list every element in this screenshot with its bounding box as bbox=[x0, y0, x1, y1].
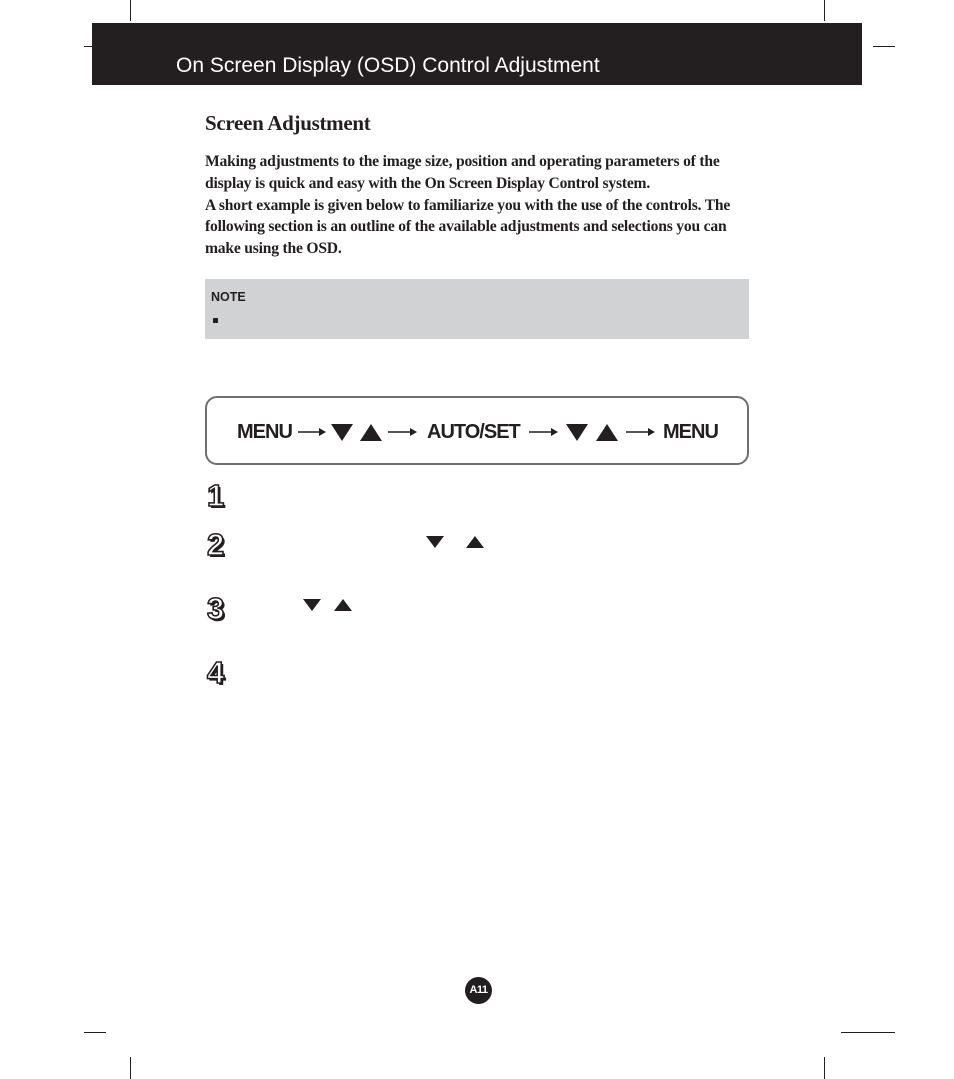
triangle-up-icon bbox=[334, 599, 352, 611]
step-number: 1 bbox=[207, 478, 225, 513]
note-box bbox=[205, 279, 749, 339]
arrow-right-icon bbox=[388, 428, 417, 436]
step-3-triangle-icons bbox=[302, 595, 362, 615]
crop-mark bbox=[824, 0, 825, 21]
page-title: On Screen Display (OSD) Control Adjustment bbox=[176, 54, 600, 77]
note-label: NOTE bbox=[211, 290, 246, 304]
button-flow-diagram bbox=[205, 396, 749, 465]
step-number: 2 bbox=[207, 527, 225, 562]
arrow-right-icon bbox=[626, 428, 655, 436]
crop-mark bbox=[130, 1057, 131, 1079]
triangle-up-icon bbox=[596, 424, 618, 441]
crop-mark bbox=[130, 0, 131, 21]
crop-mark bbox=[873, 46, 895, 47]
arrow-right-icon bbox=[298, 428, 326, 436]
page-number-badge: A11 bbox=[465, 977, 492, 1004]
flow-icons bbox=[207, 398, 747, 463]
section-heading: Screen Adjustment bbox=[205, 111, 371, 135]
triangle-down-icon bbox=[566, 424, 588, 441]
triangle-down-icon bbox=[303, 599, 321, 611]
triangle-down-icon bbox=[331, 424, 353, 441]
triangle-up-icon bbox=[466, 536, 484, 548]
crop-mark bbox=[841, 1032, 895, 1033]
crop-mark bbox=[84, 1032, 106, 1033]
bullet-icon bbox=[213, 318, 218, 323]
header-bar bbox=[92, 23, 862, 85]
step-number: 3 bbox=[207, 591, 225, 626]
triangle-up-icon bbox=[360, 424, 382, 441]
arrow-right-icon bbox=[529, 428, 558, 436]
crop-mark bbox=[824, 1057, 825, 1079]
intro-paragraph: A short example is given below to familiarize you with the use of the controls. The following section is an outline of the available adjustments and selections you can make using the OSD. bbox=[205, 196, 731, 258]
intro-paragraph: Making adjustments to the image size, position and operating parameters of the display is quick and easy with the On Screen Display Control system. bbox=[205, 153, 720, 192]
flow-step-auto-set: AUTO/SET bbox=[427, 421, 520, 443]
step-number: 4 bbox=[207, 655, 225, 690]
flow-step-menu: MENU bbox=[237, 421, 292, 443]
flow-step-menu: MENU bbox=[663, 421, 718, 443]
intro-text bbox=[205, 151, 750, 260]
step-2-triangle-icons bbox=[425, 532, 495, 552]
triangle-down-icon bbox=[426, 536, 444, 548]
